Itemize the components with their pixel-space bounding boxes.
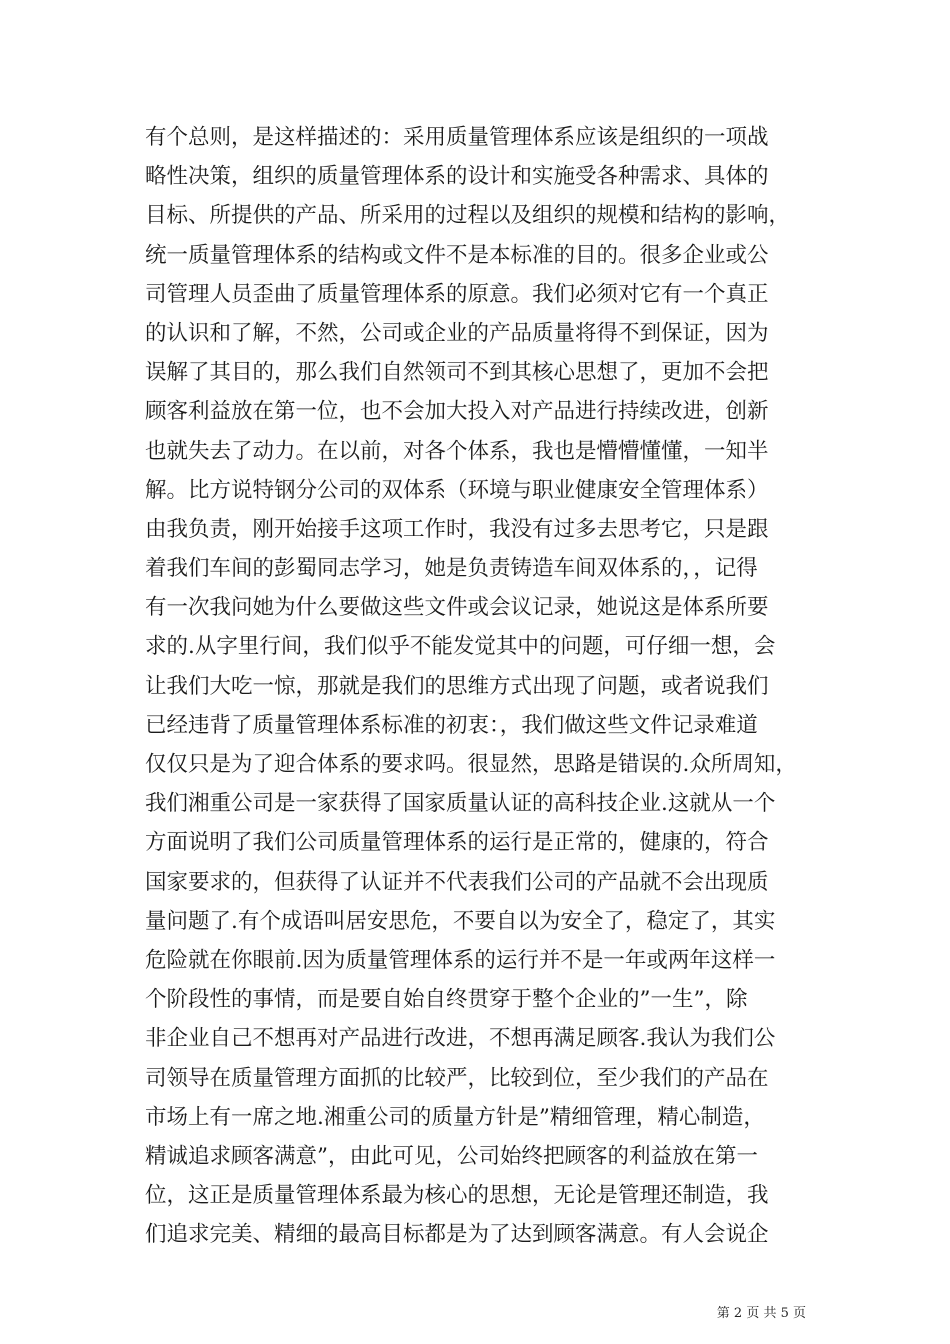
text-line: 的认识和了解，不然，公司或企业的产品质量将得不到保证，因为 [145, 320, 769, 346]
text-line: 解。比方说特钢分公司的双体系（环境与职业健康安全管理体系） [145, 477, 769, 503]
text-line: 市场上有一席之地.湘重公司的质量方针是”精细管理，精心制造， [145, 1104, 765, 1130]
page-number: 第 2 页 共 5 页 [716, 1306, 806, 1321]
text-line: 精诚追求顾客满意”，由此可见，公司始终把顾客的利益放在第一 [145, 1143, 758, 1169]
text-line: 由我负责，刚开始接手这项工作时，我没有过多去思考它，只是跟 [145, 516, 769, 542]
text-line: 也就失去了动力。在以前，对各个体系，我也是懵懵懂懂，一知半 [145, 438, 769, 464]
text-line: 有个总则，是这样描述的：采用质量管理体系应该是组织的一项战 [145, 125, 769, 150]
text-line: 位，这正是质量管理体系最为核心的思想，无论是管理还制造，我 [145, 1183, 769, 1209]
text-line: 目标、所提供的产品、所采用的过程以及组织的规模和结构的影响， [145, 203, 791, 229]
text-line: 着我们车间的彭蜀同志学习，她是负责铸造车间双体系的，，记得 [145, 556, 758, 582]
text-line: 统一质量管理体系的结构或文件不是本标准的目的。很多企业或公 [145, 242, 769, 268]
text-line: 让我们大吃一惊，那就是我们的思维方式出现了问题，或者说我们 [145, 673, 769, 699]
text-line: 们追求完美、精细的最高目标都是为了达到顾客满意。有人会说企 [145, 1222, 769, 1248]
text-line: 求的.从字里行间，我们似乎不能发觉其中的问题，可仔细一想，会 [145, 634, 776, 660]
text-line: 略性决策，组织的质量管理体系的设计和实施受各种需求、具体的 [145, 164, 769, 190]
text-line: 误解了其目的，那么我们自然领司不到其核心思想了，更加不会把 [145, 360, 769, 386]
text-line: 我们湘重公司是一家获得了国家质量认证的高科技企业.这就从一个 [145, 791, 776, 817]
text-line: 已经违背了质量管理体系标准的初衷：，我们做这些文件记录难道 [145, 712, 758, 738]
text-line: 司管理人员歪曲了质量管理体系的原意。我们必须对它有一个真正 [145, 281, 769, 307]
text-line: 方面说明了我们公司质量管理体系的运行是正常的，健康的，符合 [145, 830, 769, 856]
body-text [145, 118, 815, 1254]
text-line: 仅仅只是为了迎合体系的要求吗。很显然，思路是错误的.众所周知， [145, 752, 797, 777]
text-line: 顾客利益放在第一位，也不会加大投入对产品进行持续改进，创新 [145, 399, 769, 425]
text-line: 量问题了.有个成语叫居安思危，不要自以为安全了，稳定了，其实 [145, 908, 776, 934]
text-line: 司领导在质量管理方面抓的比较严，比较到位，至少我们的产品在 [145, 1065, 769, 1091]
text-line: 个阶段性的事情，而是要自始自终贯穿于整个企业的”一生”，除 [145, 987, 748, 1013]
text-line: 国家要求的，但获得了认证并不代表我们公司的产品就不会出现质 [145, 869, 769, 895]
text-line: 非企业自己不想再对产品进行改进，不想再满足顾客.我认为我们公 [145, 1026, 776, 1052]
text-line: 有一次我问她为什么要做这些文件或会议记录，她说这是体系所要 [145, 595, 769, 621]
text-line: 危险就在你眼前.因为质量管理体系的运行并不是一年或两年这样一 [145, 947, 776, 973]
